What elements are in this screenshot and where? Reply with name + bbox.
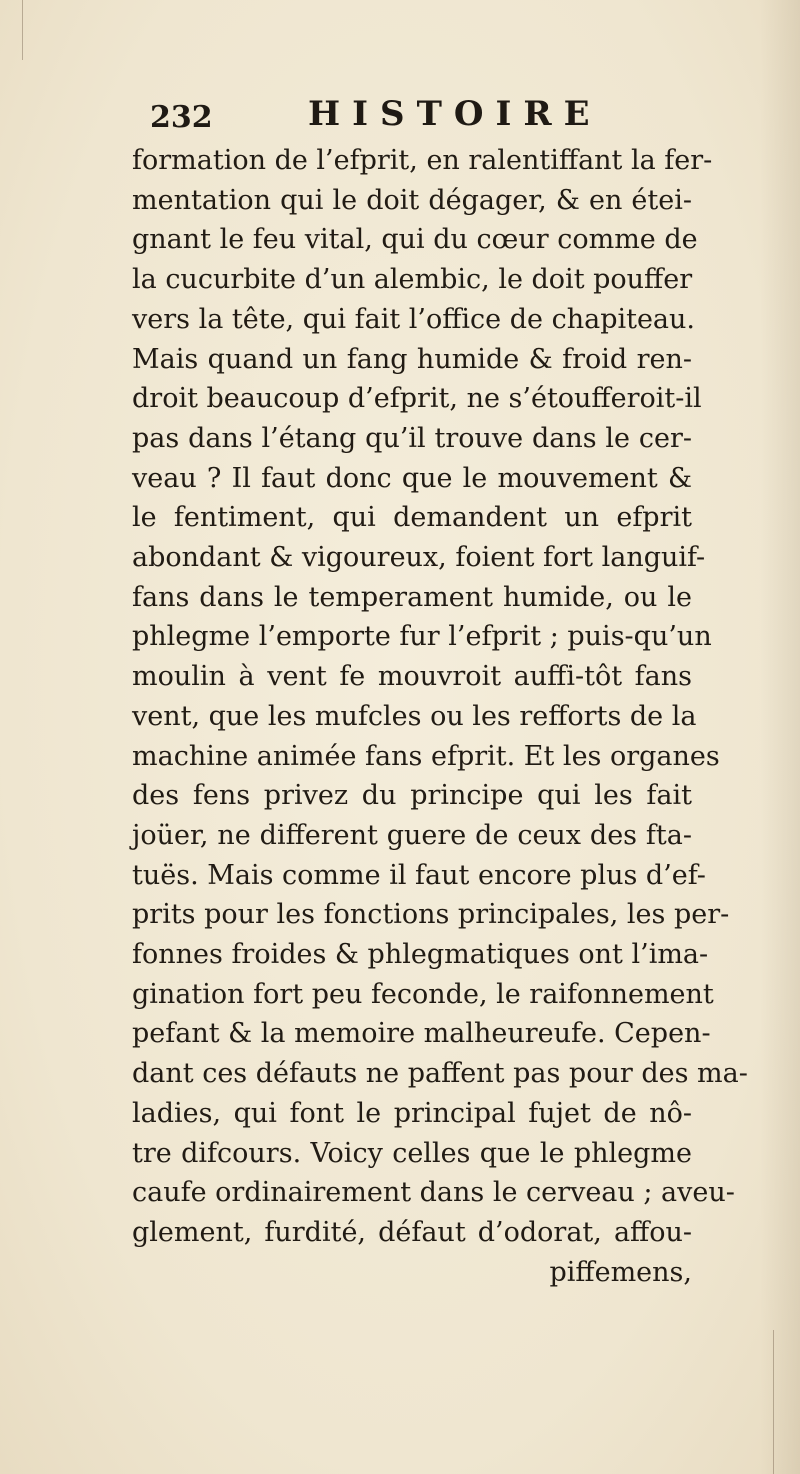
text-line: fonnes froides & phlegmatiques ont l’ima- [132,939,709,971]
text-line: fans dans le temperament humide, ou le [132,581,692,613]
text-line: joüer, ne different guere de ceux des fta- [132,819,692,851]
text-line: droit beaucoup d’efprit, ne s’étoufferoit-il [132,383,702,415]
text-line: Mais quand un fang humide & froid ren- [132,343,692,375]
text-line: dant ces défauts ne paffent pas pour des ma- [132,1058,748,1090]
paper-scratch [773,1330,774,1474]
text-line: la cucurbite d’un alembic, le doit pouffer [132,264,693,296]
text-line: gination fort peu feconde, le raifonnement [132,978,714,1010]
text-line: ladies, qui font le principal fujet de nô- [132,1097,692,1129]
text-line: vent, que les mufcles ou les refforts de la [132,700,697,732]
page-edge-shadow [760,0,800,1474]
text-line: caufe ordinairement dans le cerveau ; aveu- [132,1177,735,1209]
text-line: le fentiment, qui demandent un efprit [132,502,692,534]
text-line: pefant & la memoire malheureufe. Cepen- [132,1018,711,1050]
text-line: des fens privez du principe qui les fait [132,780,692,812]
text-line: phlegme l’emporte fur l’efprit ; puis-qu’un [132,621,712,653]
page-number: 232 [150,100,213,135]
text-line: pas dans l’étang qu’il trouve dans le cer- [132,422,692,454]
text-line: glement, furdité, défaut d’odorat, affou- [132,1216,692,1248]
catchword: piffemens, [549,1256,692,1288]
text-line: gnant le feu vital, qui du cœur comme de [132,224,698,256]
text-line: mentation qui le doit dégager, & en étei- [132,184,692,216]
paper-scratch [22,0,23,60]
running-head: HISTOIRE [308,94,602,134]
text-line: machine animée fans efprit. Et les organes [132,740,720,772]
body-text [132,141,748,1292]
text-line: prits pour les fonctions principales, les per- [132,899,730,931]
text-line: moulin à vent fe mouvroit auffi-tôt fans [132,661,692,693]
text-line: formation de l’efprit, en ralentiffant la fer- [132,145,713,176]
text-line: vers la tête, qui fait l’office de chapiteau. [132,303,696,335]
text-line: tre difcours. Voicy celles que le phlegme [132,1137,692,1169]
text-line: veau ? Il faut donc que le mouvement & [132,462,692,494]
text-line: abondant & vigoureux, foient fort languif- [132,542,706,574]
text-line: tuës. Mais comme il faut encore plus d’ef- [132,859,706,891]
